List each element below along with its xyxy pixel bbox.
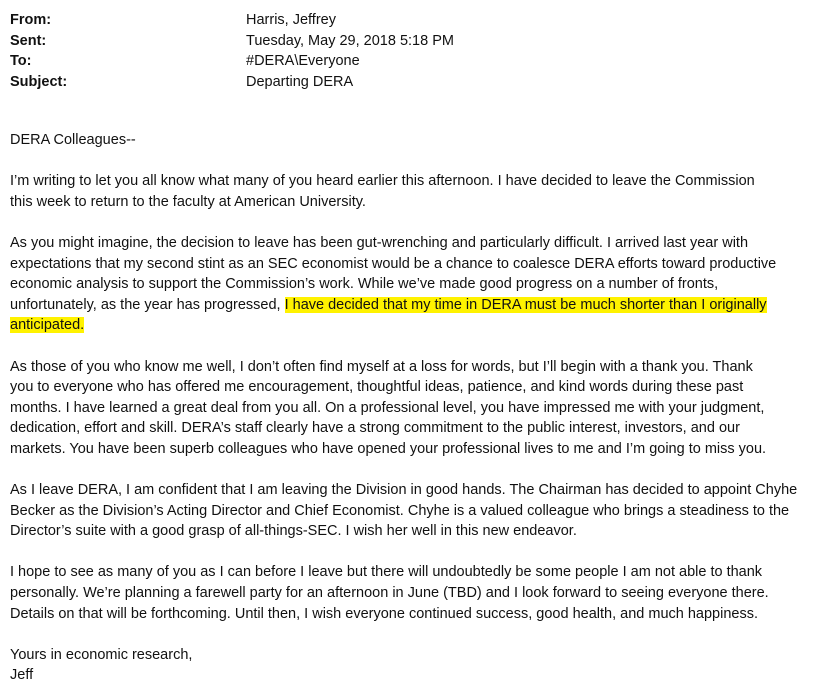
greeting-text: DERA Colleagues--: [10, 132, 136, 148]
paragraph-4-line: Director’s suite with a good grasp of all-things-SEC. I wish her well in this new endeavor.: [10, 523, 577, 540]
paragraph-4: [10, 480, 832, 542]
paragraph-2-line: [10, 295, 832, 316]
paragraph-5-line: personally. We’re planning a farewell party for an afternoon in June (TBD) and I look forward to seeing everyone there.: [10, 585, 769, 602]
sent-value: Tuesday, May 29, 2018 5:18 PM: [246, 32, 454, 49]
signature: Jeff: [10, 667, 34, 684]
subject-row: [10, 72, 810, 93]
paragraph-2-line: economic analysis to support the Commission’s work. While we’ve made good progress on a number of fronts,: [10, 276, 719, 293]
paragraph-2-line: expectations that my second stint as an SEC economist would be a chance to coalesce DERA efforts toward productive: [10, 255, 777, 272]
subject-label: Subject:: [10, 73, 68, 90]
paragraph-3-line: you to everyone who has offered me encouragement, thoughtful ideas, patience, and kind words during these past: [10, 379, 744, 396]
paragraph-1-line: I’m writing to let you all know what many of you heard earlier this afternoon. I have decided to leave the Commission: [10, 173, 755, 190]
to-label: To:: [10, 53, 32, 69]
closing: [10, 645, 832, 686]
paragraph-1-line: this week to return to the faculty at American University.: [10, 193, 366, 210]
closing-text: Yours in economic research,: [10, 646, 193, 663]
paragraph-3-line: months. I have learned a great deal from you all. On a professional level, you have impressed me with your judgment,: [10, 399, 765, 416]
to-row: [10, 51, 810, 72]
email-header: [10, 10, 810, 92]
paragraph-4-line: As I leave DERA, I am confident that I am leaving the Division in good hands. The Chairman has decided to appoint Chyhe: [10, 482, 798, 499]
highlighted-text: I have decided that my time in DERA must be much shorter than I originally: [284, 296, 767, 313]
paragraph-2-plain-text: unfortunately, as the year has progressed,: [10, 296, 281, 313]
from-value: Harris, Jeffrey: [246, 12, 336, 28]
paragraph-5-line: Details on that will be forthcoming. Until then, I wish everyone continued success, good health, and much happiness.: [10, 605, 758, 622]
paragraph-2-line: [10, 315, 832, 336]
paragraph-5: [10, 562, 832, 624]
paragraph-3: [10, 357, 832, 460]
to-value: #DERA\Everyone: [246, 53, 360, 69]
greeting: [10, 130, 832, 151]
sent-row: [10, 31, 810, 52]
paragraph-4-line: Becker as the Division’s Acting Director and Chief Economist. Chyhe is a valued colleague who brings a steadiness to the: [10, 502, 790, 519]
paragraph-3-line: dedication, effort and skill. DERA’s staff clearly have a strong commitment to the public interest, investors, and our: [10, 420, 740, 437]
paragraph-3-line: markets. You have been superb colleagues who have opened your professional lives to me and I’m going to miss you.: [10, 440, 767, 457]
paragraph-5-line: I hope to see as many of you as I can before I leave but there will undoubtedly be some people I am not able to thank: [10, 564, 763, 581]
paragraph-3-line: As those of you who know me well, I don’t often find myself at a loss for words, but I’ll begin with a thank you. Thank: [10, 358, 753, 375]
paragraph-2-line: As you might imagine, the decision to leave has been gut-wrenching and particularly difficult. I arrived last year with: [10, 234, 749, 251]
paragraph-2: [10, 233, 832, 336]
from-row: [10, 10, 810, 31]
paragraph-1: [10, 171, 832, 212]
sent-label: Sent:: [10, 32, 47, 49]
from-label: From:: [10, 12, 52, 28]
email-body: [10, 130, 832, 696]
subject-value: Departing DERA: [246, 73, 354, 90]
highlighted-text: anticipated.: [10, 317, 85, 334]
